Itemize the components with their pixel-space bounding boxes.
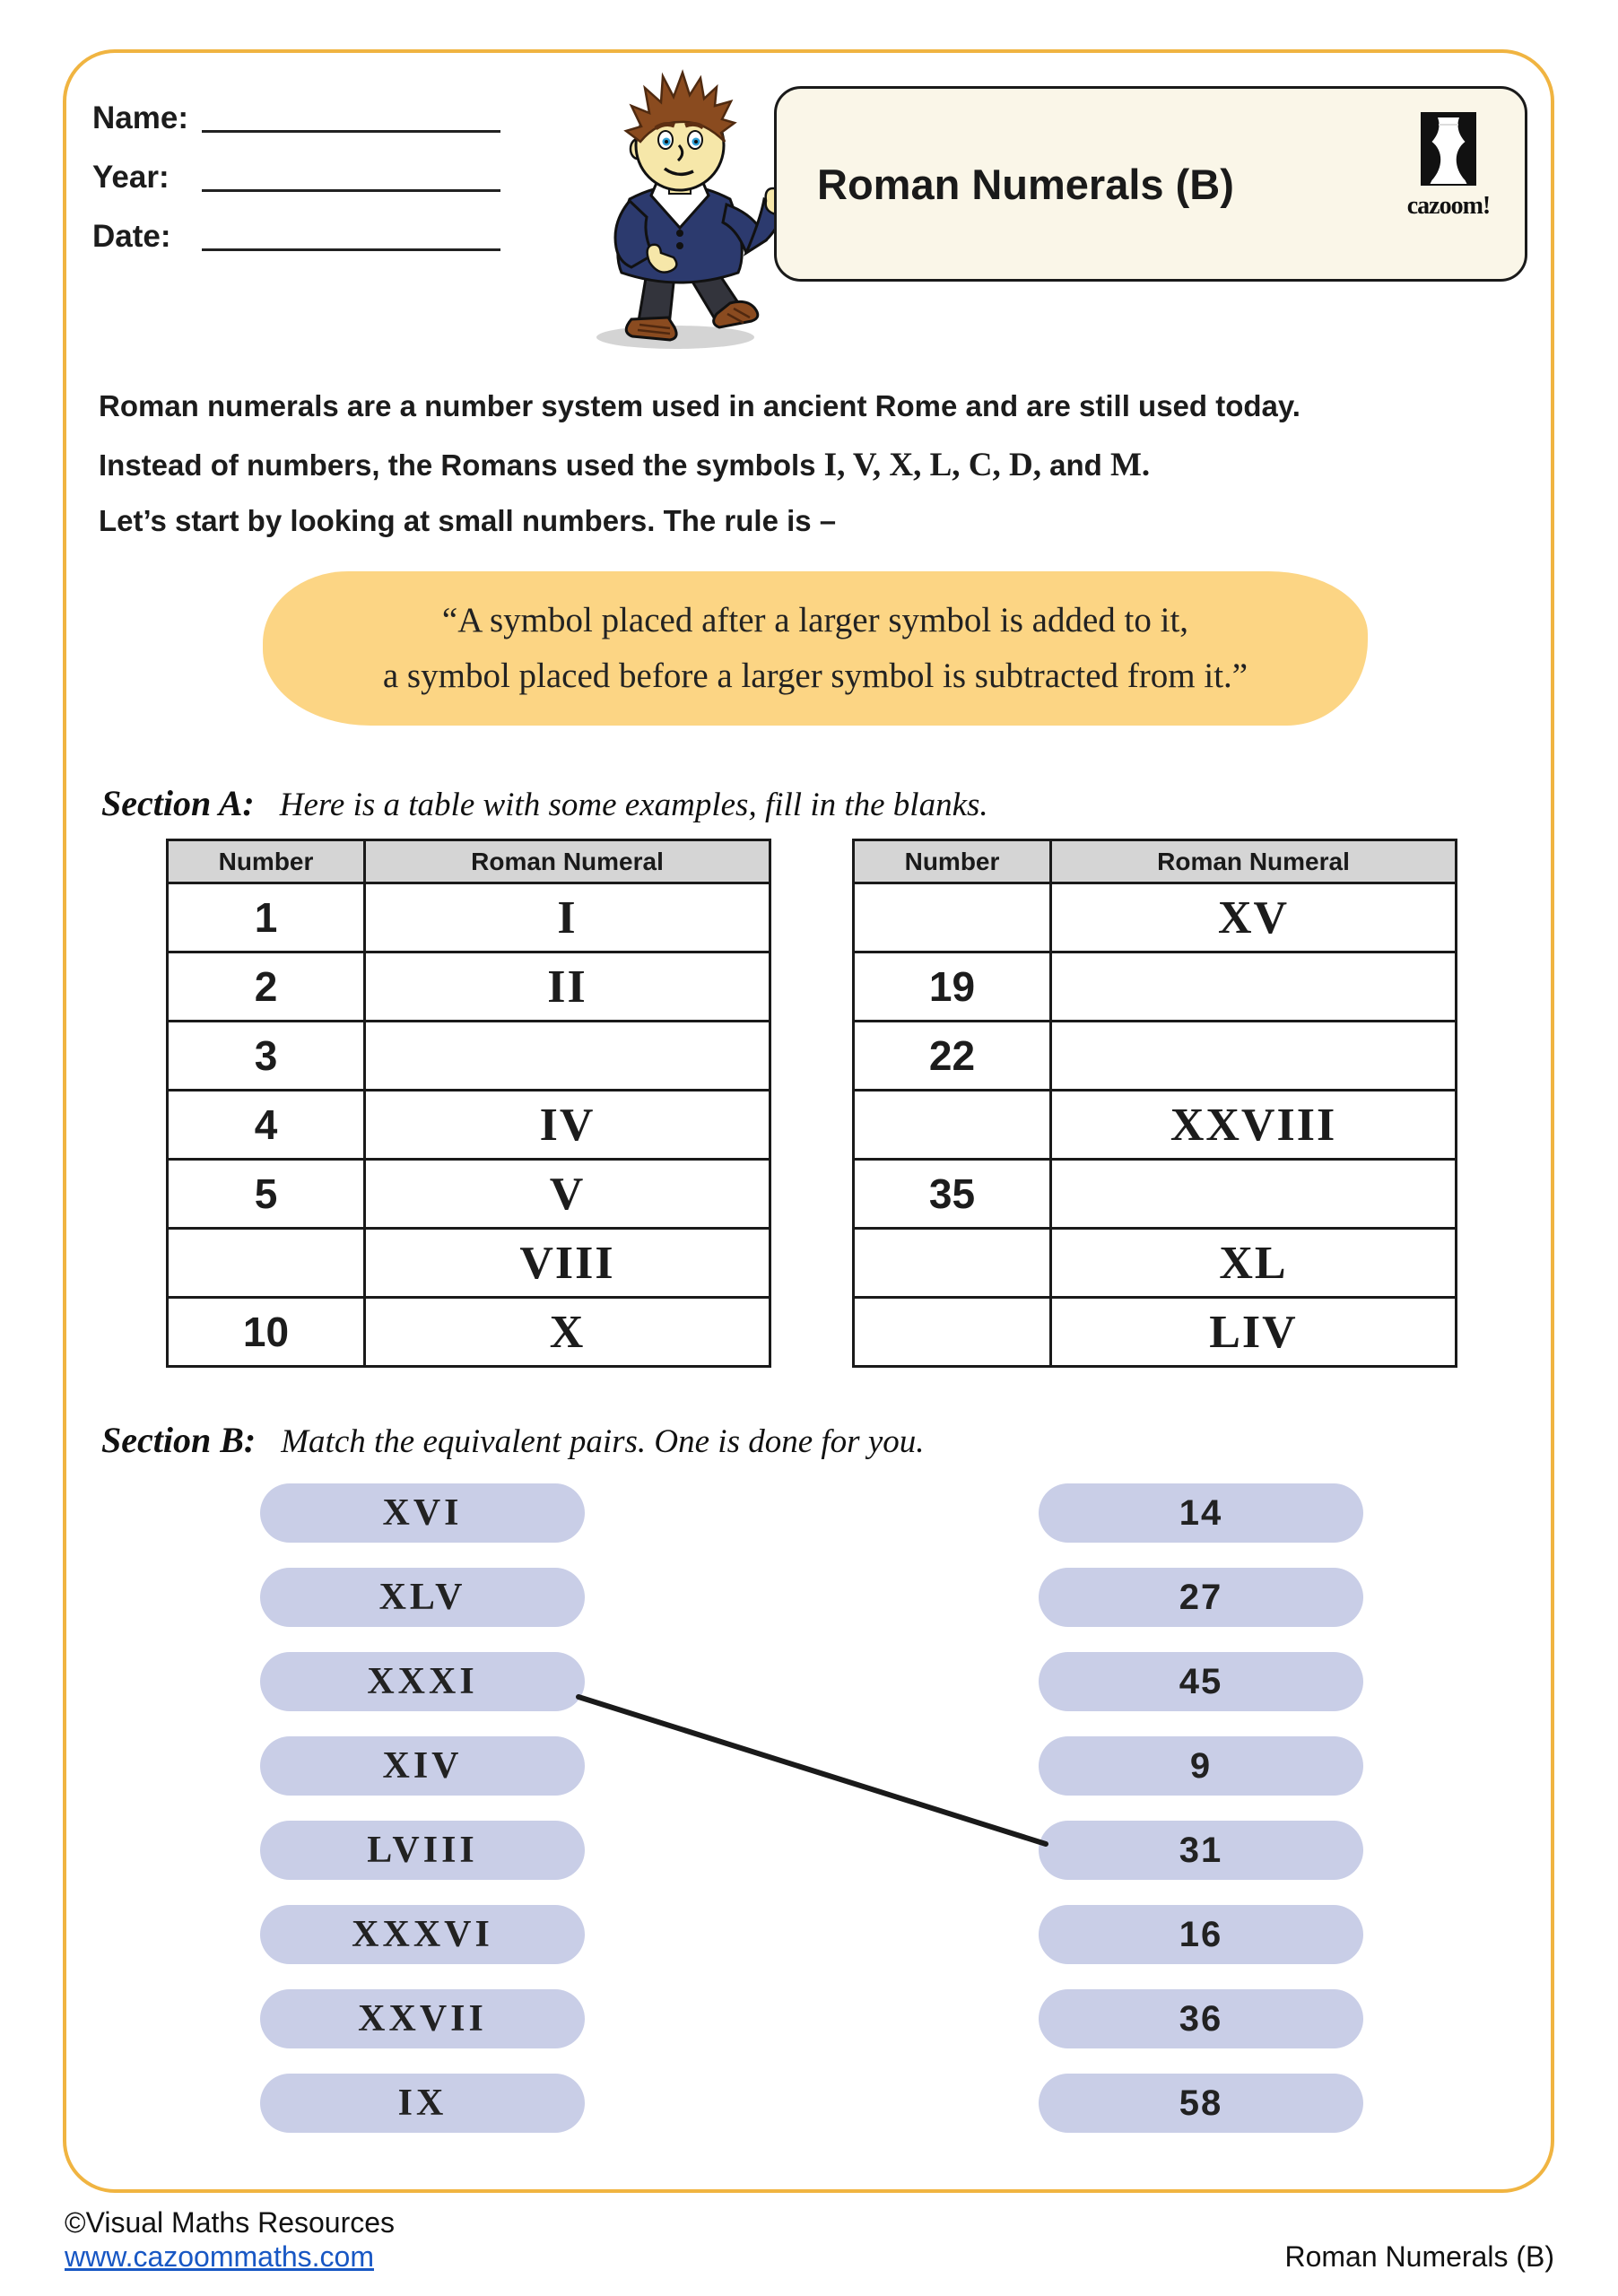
- section-b-instruction: Match the equivalent pairs. One is done for you.: [281, 1423, 925, 1460]
- section-a-table-right: [852, 839, 1457, 1368]
- number-pill: 14: [1039, 1483, 1363, 1543]
- numeral-column-header: Roman Numeral: [1051, 840, 1457, 883]
- numeral-cell-blank: [1051, 1160, 1457, 1229]
- year-field: [92, 160, 500, 196]
- numeral-pill: LVIII: [260, 1821, 585, 1880]
- number-pill: 45: [1039, 1652, 1363, 1711]
- number-cell: 22: [854, 1022, 1051, 1091]
- numeral-cell: XL: [1051, 1229, 1457, 1298]
- website-link[interactable]: www.cazoommaths.com: [65, 2240, 374, 2273]
- date-blank-line: [202, 248, 500, 251]
- table-header-row: [168, 840, 770, 883]
- numeral-cell: I: [365, 883, 770, 952]
- table-row: [168, 1160, 770, 1229]
- number-cell: 19: [854, 952, 1051, 1022]
- number-pill: 16: [1039, 1905, 1363, 1964]
- number-pill: 9: [1039, 1736, 1363, 1796]
- number-pill: 36: [1039, 1989, 1363, 2048]
- numeral-pill: XIV: [260, 1736, 585, 1796]
- date-field: [92, 219, 500, 255]
- title-box: [774, 86, 1527, 282]
- roman-symbol-m: M.: [1109, 447, 1151, 483]
- numeral-column-header: Roman Numeral: [365, 840, 770, 883]
- table-row: [168, 1229, 770, 1298]
- rule-callout: [263, 571, 1368, 726]
- cazoom-logo-text: cazoom!: [1406, 192, 1491, 220]
- date-label: Date:: [92, 219, 171, 254]
- numeral-pill: XXXI: [260, 1652, 585, 1711]
- number-cell-blank: [854, 1298, 1051, 1367]
- number-cell: 35: [854, 1160, 1051, 1229]
- numeral-pill: XXVII: [260, 1989, 585, 2048]
- number-pill: 58: [1039, 2074, 1363, 2133]
- intro-line-3: Let’s start by looking at small numbers. The rule is –: [99, 504, 837, 537]
- number-cell-blank: [854, 883, 1051, 952]
- number-cell-blank: [854, 1229, 1051, 1298]
- intro-line-1: Roman numerals are a number system used in ancient Rome and are still used today.: [99, 389, 1300, 422]
- section-a-label: Section A:: [101, 783, 255, 823]
- number-column-header: Number: [854, 840, 1051, 883]
- cazoom-logo: [1405, 112, 1492, 221]
- numeral-cell-blank: [1051, 1022, 1457, 1091]
- number-cell: 4: [168, 1091, 365, 1160]
- copyright-text: ©Visual Maths Resources: [65, 2206, 396, 2239]
- rule-line-1: “A symbol placed after a larger symbol is added to it,: [441, 600, 1189, 639]
- section-a-heading: [101, 782, 988, 824]
- number-cell: 1: [168, 883, 365, 952]
- year-blank-line: [202, 189, 500, 192]
- cazoom-vase-icon: [1421, 112, 1476, 186]
- table-row: [168, 883, 770, 952]
- numeral-cell: X: [365, 1298, 770, 1367]
- numeral-pill: XVI: [260, 1483, 585, 1543]
- footer-doc-title: Roman Numerals (B): [1284, 2240, 1554, 2273]
- name-field: [92, 100, 500, 136]
- worksheet-title: Roman Numerals (B): [817, 160, 1234, 208]
- numeral-cell: LIV: [1051, 1298, 1457, 1367]
- table-header-row: [854, 840, 1457, 883]
- number-pill: 27: [1039, 1568, 1363, 1627]
- numeral-cell-blank: [365, 1022, 770, 1091]
- numeral-cell: V: [365, 1160, 770, 1229]
- numeral-cell: VIII: [365, 1229, 770, 1298]
- intro-line-2: [99, 446, 1150, 484]
- section-b-label: Section B:: [101, 1420, 257, 1460]
- number-cell: 3: [168, 1022, 365, 1091]
- year-label: Year:: [92, 160, 170, 195]
- intro-line-2-and: and: [1040, 448, 1110, 482]
- number-cell: 2: [168, 952, 365, 1022]
- number-cell-blank: [168, 1229, 365, 1298]
- roman-symbols-list: I, V, X, L, C, D,: [823, 447, 1041, 483]
- number-column-header: Number: [168, 840, 365, 883]
- table-row: [168, 1298, 770, 1367]
- number-cell: 10: [168, 1298, 365, 1367]
- table-row: [854, 1022, 1457, 1091]
- number-cell: 5: [168, 1160, 365, 1229]
- table-row: [854, 1229, 1457, 1298]
- numeral-pill: IX: [260, 2074, 585, 2133]
- table-row: [168, 952, 770, 1022]
- numeral-cell-blank: [1051, 952, 1457, 1022]
- table-row: [168, 1091, 770, 1160]
- numeral-pill: XXXVI: [260, 1905, 585, 1964]
- table-row: [168, 1022, 770, 1091]
- table-row: [854, 1091, 1457, 1160]
- table-row: [854, 1160, 1457, 1229]
- numeral-cell: II: [365, 952, 770, 1022]
- intro-line-2-text: Instead of numbers, the Romans used the symbols: [99, 448, 824, 482]
- number-cell-blank: [854, 1091, 1051, 1160]
- name-label: Name:: [92, 100, 188, 135]
- section-b-heading: [101, 1419, 925, 1461]
- numeral-cell: IV: [365, 1091, 770, 1160]
- table-row: [854, 1298, 1457, 1367]
- rule-line-2: a symbol placed before a larger symbol is subtracted from it.”: [382, 657, 1248, 695]
- table-row: [854, 883, 1457, 952]
- section-a-table-left: [166, 839, 771, 1368]
- name-blank-line: [202, 130, 500, 133]
- numeral-cell: XV: [1051, 883, 1457, 952]
- numeral-cell: XXVIII: [1051, 1091, 1457, 1160]
- section-a-instruction: Here is a table with some examples, fill in the blanks.: [279, 787, 988, 823]
- table-row: [854, 952, 1457, 1022]
- numeral-pill: XLV: [260, 1568, 585, 1627]
- number-pill: 31: [1039, 1821, 1363, 1880]
